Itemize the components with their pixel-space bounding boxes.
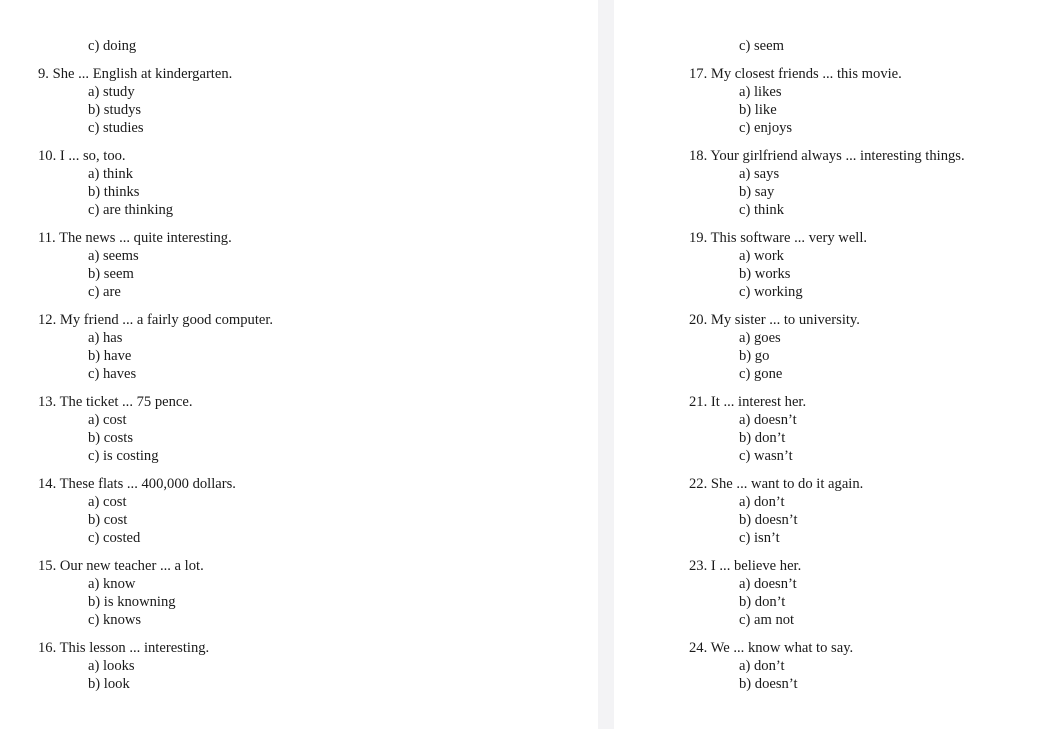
question-text: 12. My friend ... a fairly good computer. <box>38 312 274 328</box>
question-text: 10. I ... so, too. <box>38 148 126 164</box>
option: c) isn’t <box>739 530 780 546</box>
option: c) is costing <box>88 448 159 464</box>
right-page <box>614 0 1060 729</box>
option: b) have <box>88 348 132 364</box>
option: b) doesn’t <box>739 512 798 528</box>
question-18 <box>689 147 965 219</box>
question-20 <box>689 311 965 383</box>
question-text: 9. She ... English at kindergarten. <box>38 66 233 82</box>
option: c) wasn’t <box>739 448 793 464</box>
option: a) doesn’t <box>739 412 797 428</box>
option: a) doesn’t <box>739 576 797 592</box>
option: a) think <box>88 166 133 182</box>
option: c) knows <box>88 612 142 628</box>
option: a) likes <box>739 84 782 100</box>
question-10 <box>38 147 273 219</box>
question-text: 13. The ticket ... 75 pence. <box>38 394 193 410</box>
option: c) studies <box>88 120 144 136</box>
option: c) am not <box>739 612 795 628</box>
question-11 <box>38 229 273 301</box>
option: c) working <box>739 284 803 300</box>
option: a) study <box>88 84 135 100</box>
question-24 <box>689 639 965 693</box>
question-17 <box>689 65 965 137</box>
option: a) don’t <box>739 658 785 674</box>
option: a) know <box>88 576 136 592</box>
option: b) don’t <box>739 594 786 610</box>
option: b) studys <box>88 102 142 118</box>
question-text: 24. We ... know what to say. <box>689 640 854 656</box>
left-question-list <box>38 37 273 703</box>
question-text: 11. The news ... quite interesting. <box>38 230 232 246</box>
option: c) costed <box>88 530 141 546</box>
option: b) cost <box>88 512 128 528</box>
question-text: 16. This lesson ... interesting. <box>38 640 210 656</box>
question-15 <box>38 557 273 629</box>
option: b) doesn’t <box>739 676 798 692</box>
option: b) go <box>739 348 770 364</box>
question-16 <box>38 639 273 693</box>
option: b) works <box>739 266 791 282</box>
option: a) cost <box>88 412 127 428</box>
question-21 <box>689 393 965 465</box>
question-14 <box>38 475 273 547</box>
question-text: 14. These flats ... 400,000 dollars. <box>38 476 236 492</box>
question-9 <box>38 65 273 137</box>
option: b) thinks <box>88 184 140 200</box>
option: a) has <box>88 330 123 346</box>
page-gutter <box>598 0 614 729</box>
question-23 <box>689 557 965 629</box>
option: a) says <box>739 166 780 182</box>
question-text: 23. I ... believe her. <box>689 558 802 574</box>
option: a) looks <box>88 658 135 674</box>
option: c) enjoys <box>739 120 793 136</box>
option: c) think <box>739 202 784 218</box>
option: b) like <box>739 102 777 118</box>
question-text: 18. Your girlfriend always ... interesting things. <box>689 148 965 164</box>
option: c) haves <box>88 366 137 382</box>
option: b) say <box>739 184 775 200</box>
carryover-option: c) seem <box>739 38 784 54</box>
option: a) cost <box>88 494 127 510</box>
option: b) is knowning <box>88 594 176 610</box>
question-13 <box>38 393 273 465</box>
question-text: 22. She ... want to do it again. <box>689 476 864 492</box>
option: b) don’t <box>739 430 786 446</box>
question-19 <box>689 229 965 301</box>
option: a) goes <box>739 330 781 346</box>
option: b) seem <box>88 266 134 282</box>
carryover-option: c) doing <box>88 38 137 54</box>
option: a) don’t <box>739 494 785 510</box>
option: c) are <box>88 284 121 300</box>
question-text: 21. It ... interest her. <box>689 394 807 410</box>
option: c) are thinking <box>88 202 174 218</box>
question-text: 17. My closest friends ... this movie. <box>689 66 902 82</box>
question-text: 19. This software ... very well. <box>689 230 868 246</box>
option: a) seems <box>88 248 139 264</box>
question-22 <box>689 475 965 547</box>
right-question-list <box>689 37 965 703</box>
option: a) work <box>739 248 784 264</box>
question-12 <box>38 311 273 383</box>
option: b) costs <box>88 430 133 446</box>
question-text: 20. My sister ... to university. <box>689 312 860 328</box>
option: c) gone <box>739 366 783 382</box>
question-text: 15. Our new teacher ... a lot. <box>38 558 204 574</box>
option: b) look <box>88 676 130 692</box>
